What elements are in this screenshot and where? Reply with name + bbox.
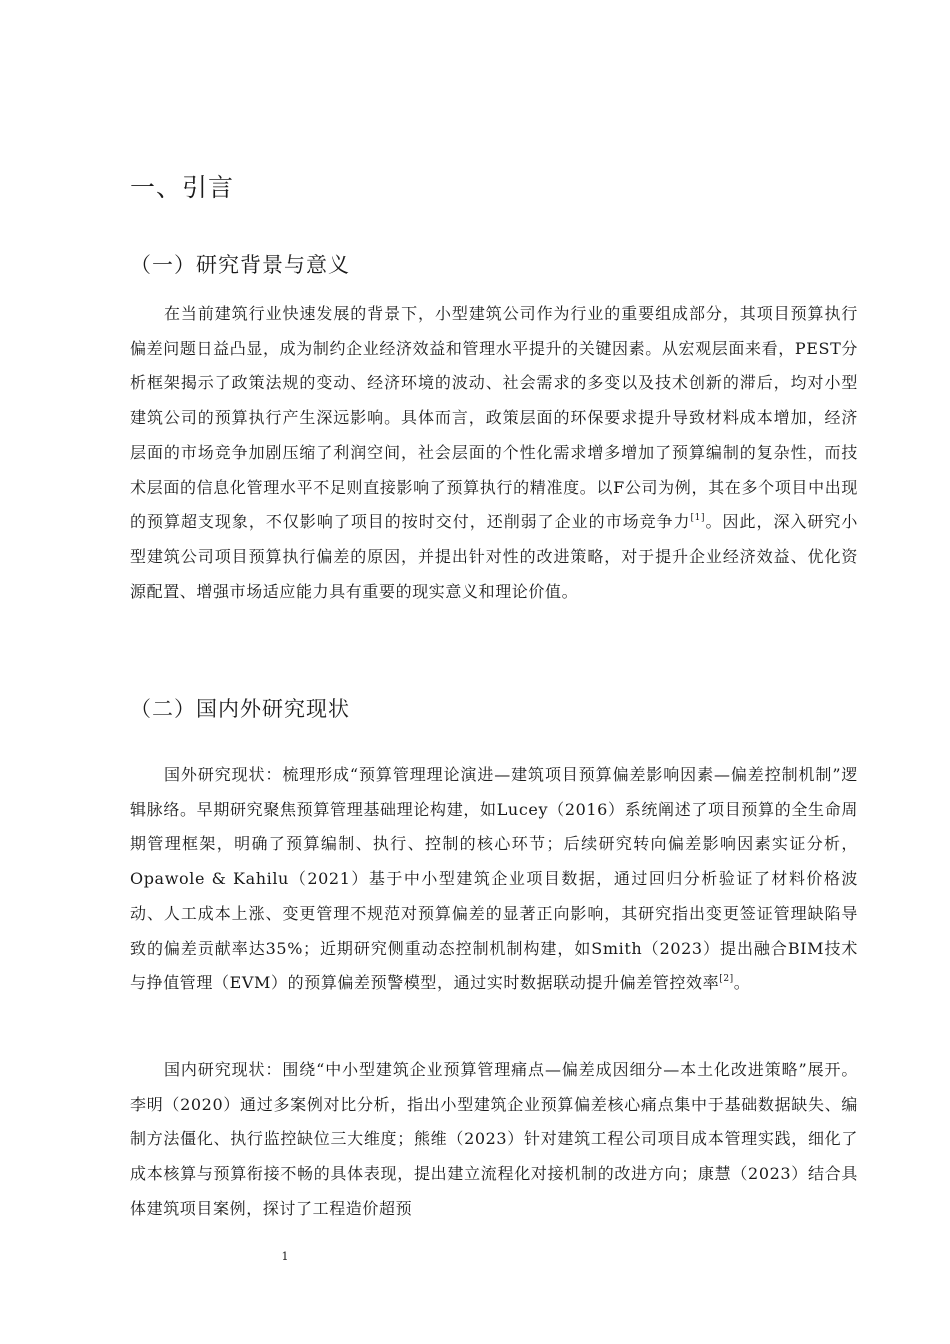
paragraph-text: 。因此，深入研究小型建筑公司项目预算执行偏差的原因，并提出针对性的改进策略，对于提升企业经济效益、优化资源配置、增强市场适应能力具有重要的现实意义和理论价值。 — [130, 512, 858, 601]
page-number: 1 — [281, 1250, 289, 1263]
section-heading-research-status: （二）国内外研究现状 — [130, 697, 350, 721]
chapter-heading: 一、引言 — [130, 173, 235, 202]
citation-ref[interactable]: [1] — [690, 513, 706, 524]
paragraph-text: 国外研究现状：梳理形成“预算管理理论演进—建筑项目预算偏差影响因素—偏差控制机制”逻辑脉络。早期研究聚焦预算管理基础理论构建，如Lucey（2016）系统阐述了项目预算的全生命周期管理框架，明确了预算编制、执行、控制的核心环节；后续研究转向偏差影响因素实证分析，Opawole & Kahilu（2021）基于中小型建筑企业项目数据，通过回归分析验证了材料价格波动、人工成本上涨、变更管理不规范对预算偏差的显著正向影响，其研究指出变更签证管理缺陷导致的偏差贡献率达35%；近期研究侧重动态控制机制构建，如Smith（2023）提出融合BIM技术与挣值管理（EVM）的预算偏差预警模型，通过实时数据联动提升偏差管控效率 — [130, 765, 858, 993]
paragraph-domestic-research: 国内研究现状：围绕“中小型建筑企业预算管理痛点—偏差成因细分—本土化改进策略”展开。李明（2020）通过多案例对比分析，指出小型建筑企业预算偏差核心痛点集中于基础数据缺失、编制方法僵化、执行监控缺位三大维度；熊维（2023）针对建筑工程公司项目成本管理实践，细化了成本核算与预算衔接不畅的具体表现，提出建立流程化对接机制的改进方向；康慧（2023）结合具体建筑项目案例，探讨了工程造价超预 — [130, 1060, 858, 1218]
paragraph-background — [130, 297, 858, 609]
paragraph-text: 在当前建筑行业快速发展的背景下，小型建筑公司作为行业的重要组成部分，其项目预算执行偏差问题日益凸显，成为制约企业经济效益和管理水平提升的关键因素。从宏观层面来看，PEST分析框架揭示了政策法规的变动、经济环境的波动、社会需求的多变以及技术创新的滞后，均对小型建筑公司的预算执行产生深远影响。具体而言，政策层面的环保要求提升导致材料成本增加，经济层面的市场竞争加剧压缩了利润空间，社会层面的个性化需求增多增加了预算编制的复杂性，而技术层面的信息化管理水平不足则直接影响了预算执行的精准度。以F公司为例，其在多个项目中出现的预算超支现象，不仅影响了项目的按时交付，还削弱了企业的市场竞争力 — [130, 304, 858, 532]
paragraph-foreign-research — [130, 758, 858, 1001]
section-heading-background: （一）研究背景与意义 — [130, 253, 350, 277]
paragraph-text: 。 — [733, 973, 751, 993]
citation-ref[interactable]: [2] — [719, 974, 734, 985]
